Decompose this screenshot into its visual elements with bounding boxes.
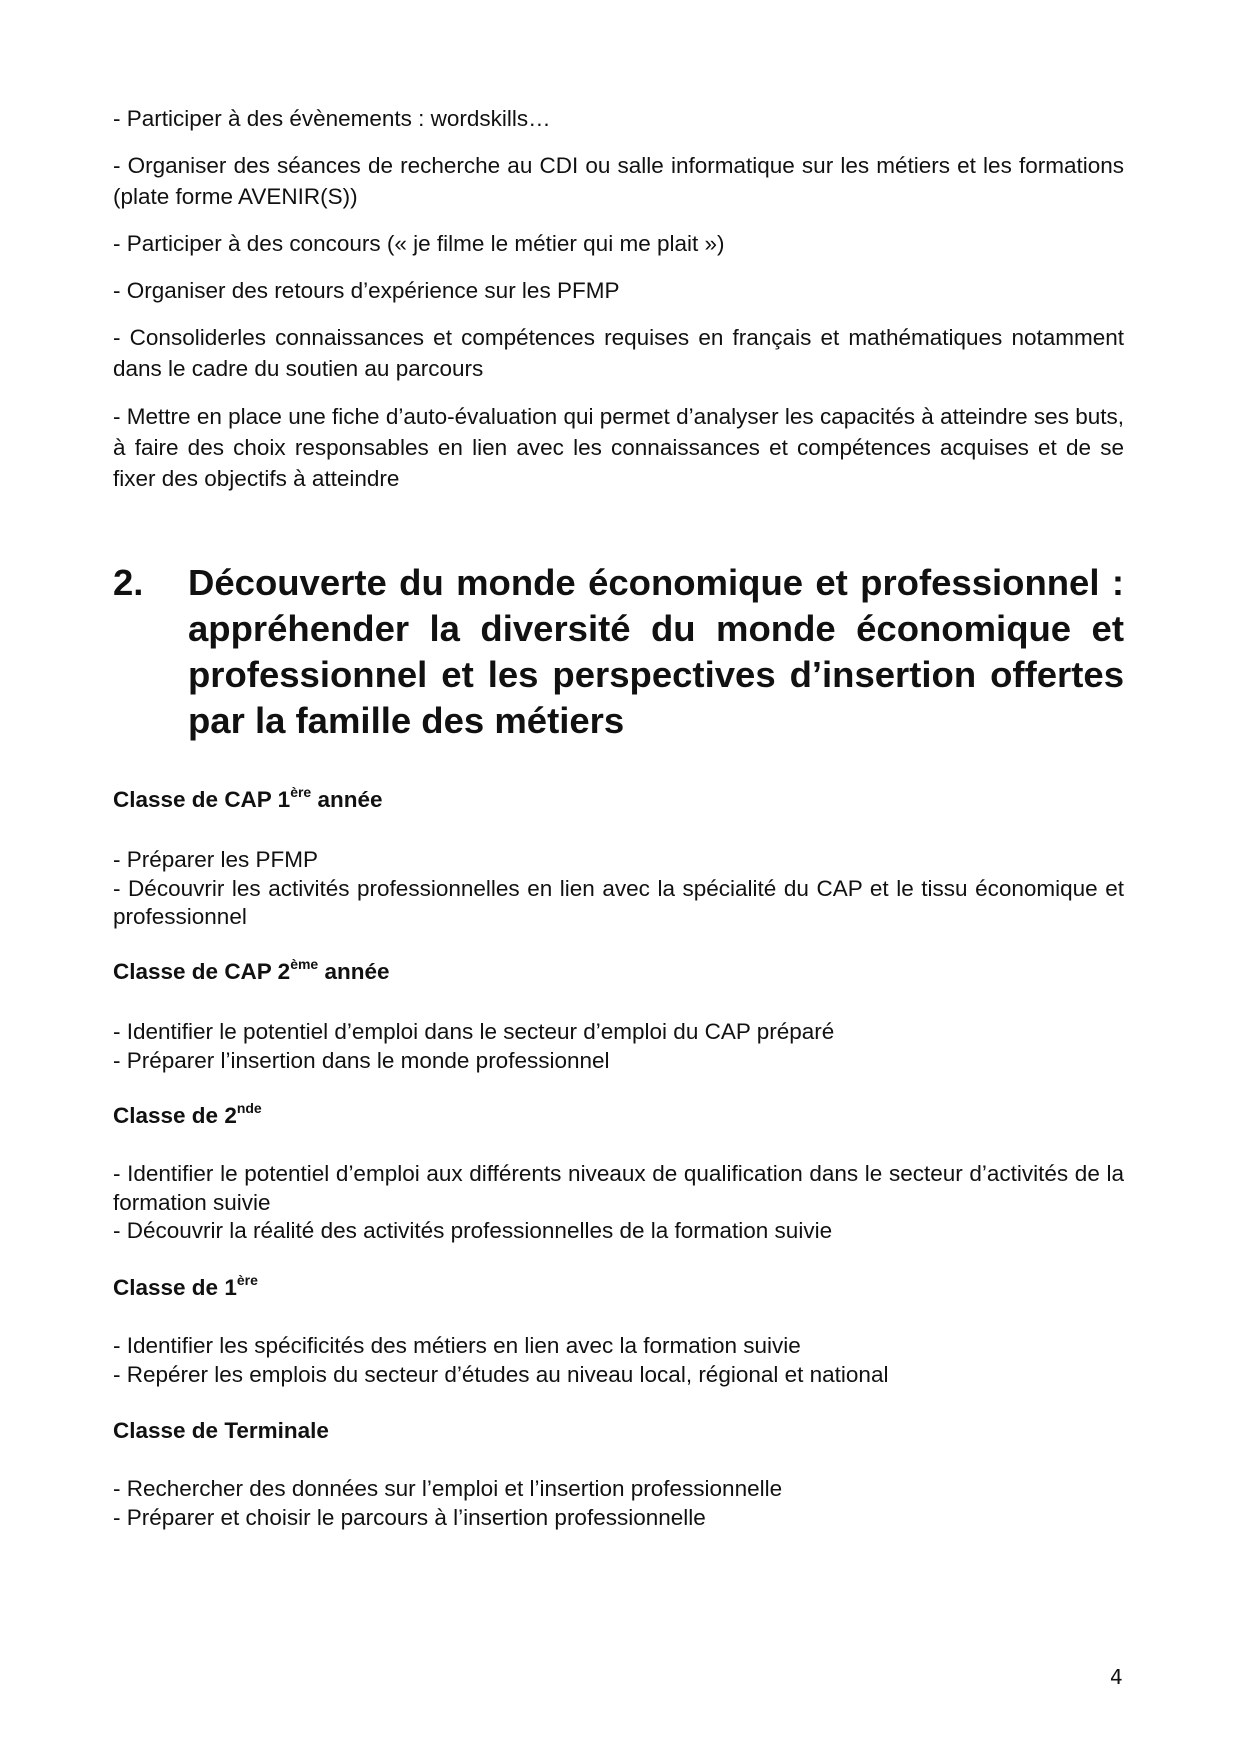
class-heading-sup: ème — [290, 956, 319, 972]
intro-item: - Consoliderles connaissances et compétences requises en français et mathématiques notamment dans le cadre du soutien au parcours — [113, 325, 1124, 381]
page-number: 4 — [1110, 1665, 1123, 1689]
class-heading-sup: ère — [236, 1272, 258, 1288]
class-heading-text: année — [311, 787, 383, 812]
list-item: - Identifier le potentiel d’emploi aux différents niveaux de qualification dans le secteur d’activités de la formation suivie — [113, 1161, 1124, 1215]
list-item: - Rechercher des données sur l’emploi et l’insertion professionnelle — [113, 1476, 783, 1501]
class-heading-text: Classe de CAP 1 — [113, 787, 291, 812]
class-heading-sup: ère — [290, 784, 312, 800]
intro-item: - Participer à des évènements : wordskills… — [113, 106, 551, 131]
class-list-cap2 — [113, 1018, 1124, 1075]
intro-item: - Mettre en place une fiche d’auto-évaluation qui permet d’analyser les capacités à atteindre ses buts, à faire des choix responsables en lien avec les connaissances et compétences acquises et de se fixer des objectifs à atteindre — [113, 404, 1124, 491]
intro-item: - Organiser des séances de recherche au CDI ou salle informatique sur les métiers et les formations (plate forme AVENIR(S)) — [113, 153, 1124, 209]
list-item: - Découvrir les activités professionnelles en lien avec la spécialité du CAP et le tissu économique et professionnel — [113, 875, 1124, 929]
class-heading-text: Classe de CAP 2 — [113, 959, 291, 984]
list-item: - Identifier les spécificités des métiers en lien avec la formation suivie — [113, 1333, 801, 1358]
class-heading-2nde — [113, 1101, 262, 1133]
intro-item: - Organiser des retours d’expérience sur les PFMP — [113, 278, 620, 303]
class-list-1ere — [113, 1332, 1124, 1389]
class-heading-text: année — [318, 959, 390, 984]
class-list-2nde — [113, 1160, 1124, 1246]
section-number: 2. — [113, 562, 144, 603]
class-list-cap1 — [113, 846, 1124, 932]
class-heading-text: Classe de 2 — [113, 1103, 237, 1128]
list-item: - Préparer et choisir le parcours à l’insertion professionnelle — [113, 1504, 706, 1530]
class-heading-cap1 — [113, 785, 383, 817]
class-heading-cap2 — [113, 957, 390, 989]
section-heading — [113, 560, 1124, 744]
class-list-terminale — [113, 1475, 1124, 1532]
list-item: - Préparer l’insertion dans le monde professionnel — [113, 1047, 610, 1073]
list-item: - Découvrir la réalité des activités professionnelles de la formation suivie — [113, 1218, 833, 1243]
class-heading-1ere — [113, 1273, 258, 1305]
class-heading-text: Classe de 1 — [113, 1275, 237, 1300]
class-heading-text: Classe de Terminale — [113, 1418, 329, 1443]
class-heading-terminale — [113, 1416, 329, 1446]
list-item: - Repérer les emplois du secteur d’études au niveau local, régional et national — [113, 1361, 889, 1387]
section-title: Découverte du monde économique et professionnel : appréhender la diversité du monde économique et professionnel et les perspectives d’insertion offertes par la famille des métiers — [188, 562, 1124, 741]
list-item: - Préparer les PFMP — [113, 847, 319, 872]
intro-item: - Participer à des concours (« je filme le métier qui me plait ») — [113, 231, 725, 256]
class-heading-sup: nde — [236, 1100, 262, 1116]
list-item: - Identifier le potentiel d’emploi dans le secteur d’emploi du CAP préparé — [113, 1019, 835, 1044]
